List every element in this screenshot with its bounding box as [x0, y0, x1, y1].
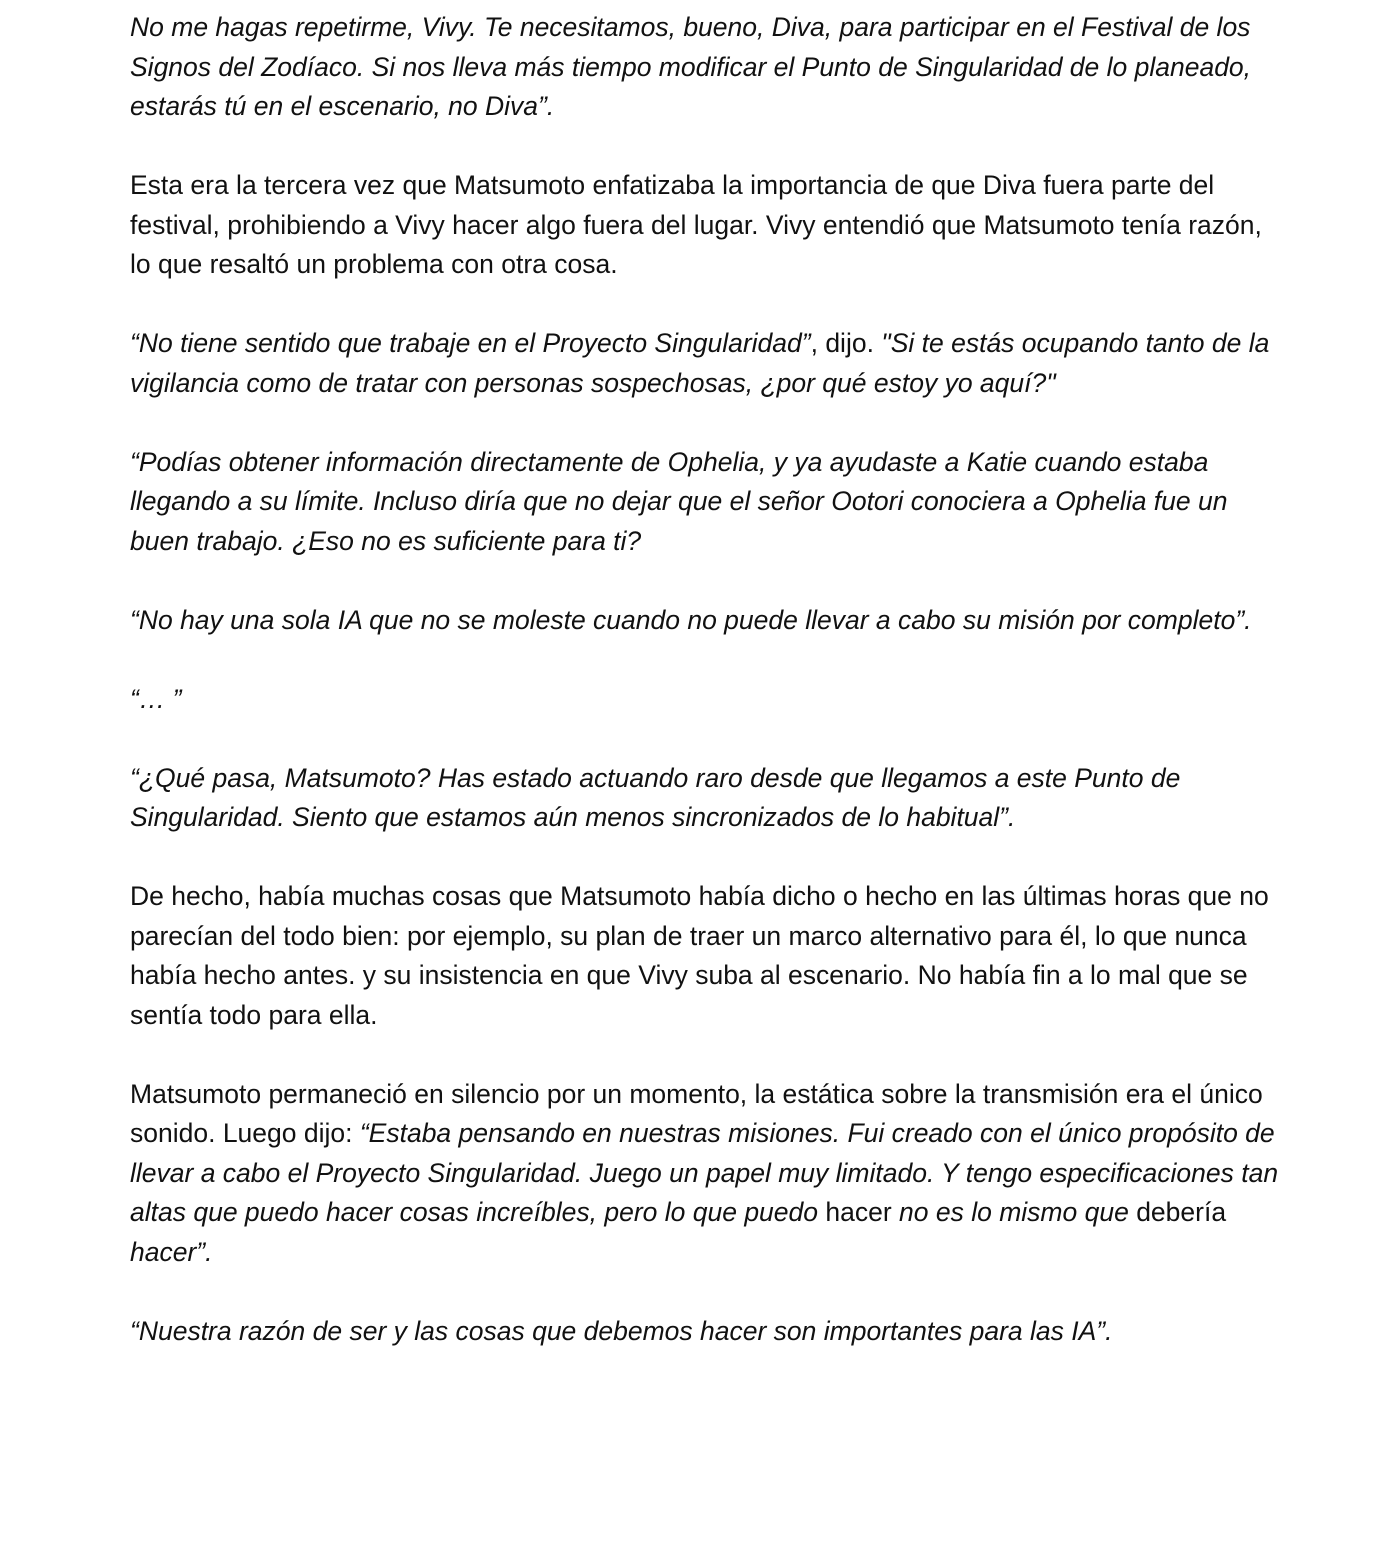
text-segment: “Podías obtener información directamente de Ophelia, y ya ayudaste a Katie cuando estaba llegando a su límite. Incluso diría que no dejar que el señor Ootori conociera a Ophelia fue un buen trabajo. ¿Eso no es suficiente para ti?	[130, 446, 1228, 556]
paragraph-9	[130, 1075, 1280, 1273]
paragraph-6	[130, 680, 1280, 720]
document-page	[130, 8, 1280, 1391]
text-segment: “No tiene sentido que trabaje en el Proyecto Singularidad”	[130, 328, 811, 358]
text-segment: No me hagas repetirme, Vivy. Te necesitamos, bueno, Diva, para participar en el Festival de los Signos del Zodíaco. Si nos lleva más tiempo modificar el Punto de Singularidad de lo planeado, estarás tú en el escenario, no Diva”.	[130, 12, 1252, 121]
text-segment: debería	[1136, 1197, 1227, 1227]
paragraph-4	[130, 443, 1280, 562]
paragraph-7	[130, 759, 1280, 838]
text-segment: no es lo mismo que	[899, 1197, 1137, 1227]
paragraph-5	[130, 601, 1280, 641]
paragraph-10	[130, 1312, 1280, 1352]
text-segment: "Si te estás ocupando tanto de la vigilancia como de tratar con personas sospechosas, ¿por qué estoy yo aquí?"	[130, 328, 1270, 398]
text-segment: “No hay una sola IA que no se moleste cuando no puede llevar a cabo su misión por completo”.	[130, 604, 1252, 635]
text-segment: Esta era la tercera vez que Matsumoto enfatizaba la importancia de que Diva fuera parte del festival, prohibiendo a Vivy hacer algo fuera del lugar. Vivy entendió que Matsumoto tenía razón, lo que resaltó un problema con otra cosa.	[130, 170, 1262, 279]
text-segment: De hecho, había muchas cosas que Matsumoto había dicho o hecho en las últimas horas que no parecían del todo bien: por ejemplo, su plan de traer un marco alternativo para él, lo que nunca había hecho antes. y su insistencia en que Vivy suba al escenario. No había fin a lo mal que se sentía todo para ella.	[130, 881, 1269, 1030]
text-segment: “Nuestra razón de ser y las cosas que debemos hacer son importantes para las IA”.	[130, 1315, 1113, 1346]
text-segment: “¿Qué pasa, Matsumoto? Has estado actuando raro desde que llegamos a este Punto de Singularidad. Siento que estamos aún menos sincronizados de lo habitual”.	[130, 762, 1181, 832]
text-segment: Matsumoto permaneció en silencio por un momento, la estática sobre la transmisión era el único sonido. Luego dijo:	[130, 1078, 1263, 1148]
paragraph-2	[130, 166, 1280, 285]
paragraph-3	[130, 324, 1280, 403]
text-segment: “… ”	[130, 683, 182, 714]
text-segment: hacer	[825, 1197, 900, 1227]
text-segment: “Estaba pensando en nuestras misiones. Fui creado con el único propósito de llevar a cabo el Proyecto Singularidad. Juego un papel muy limitado. Y tengo especificaciones tan altas que puedo hacer cosas increíbles, pero lo que puedo	[130, 1118, 1279, 1227]
paragraph-8	[130, 877, 1280, 1035]
text-segment: , dijo.	[810, 328, 882, 358]
paragraph-1	[130, 8, 1280, 127]
text-segment: hacer”.	[130, 1236, 213, 1267]
